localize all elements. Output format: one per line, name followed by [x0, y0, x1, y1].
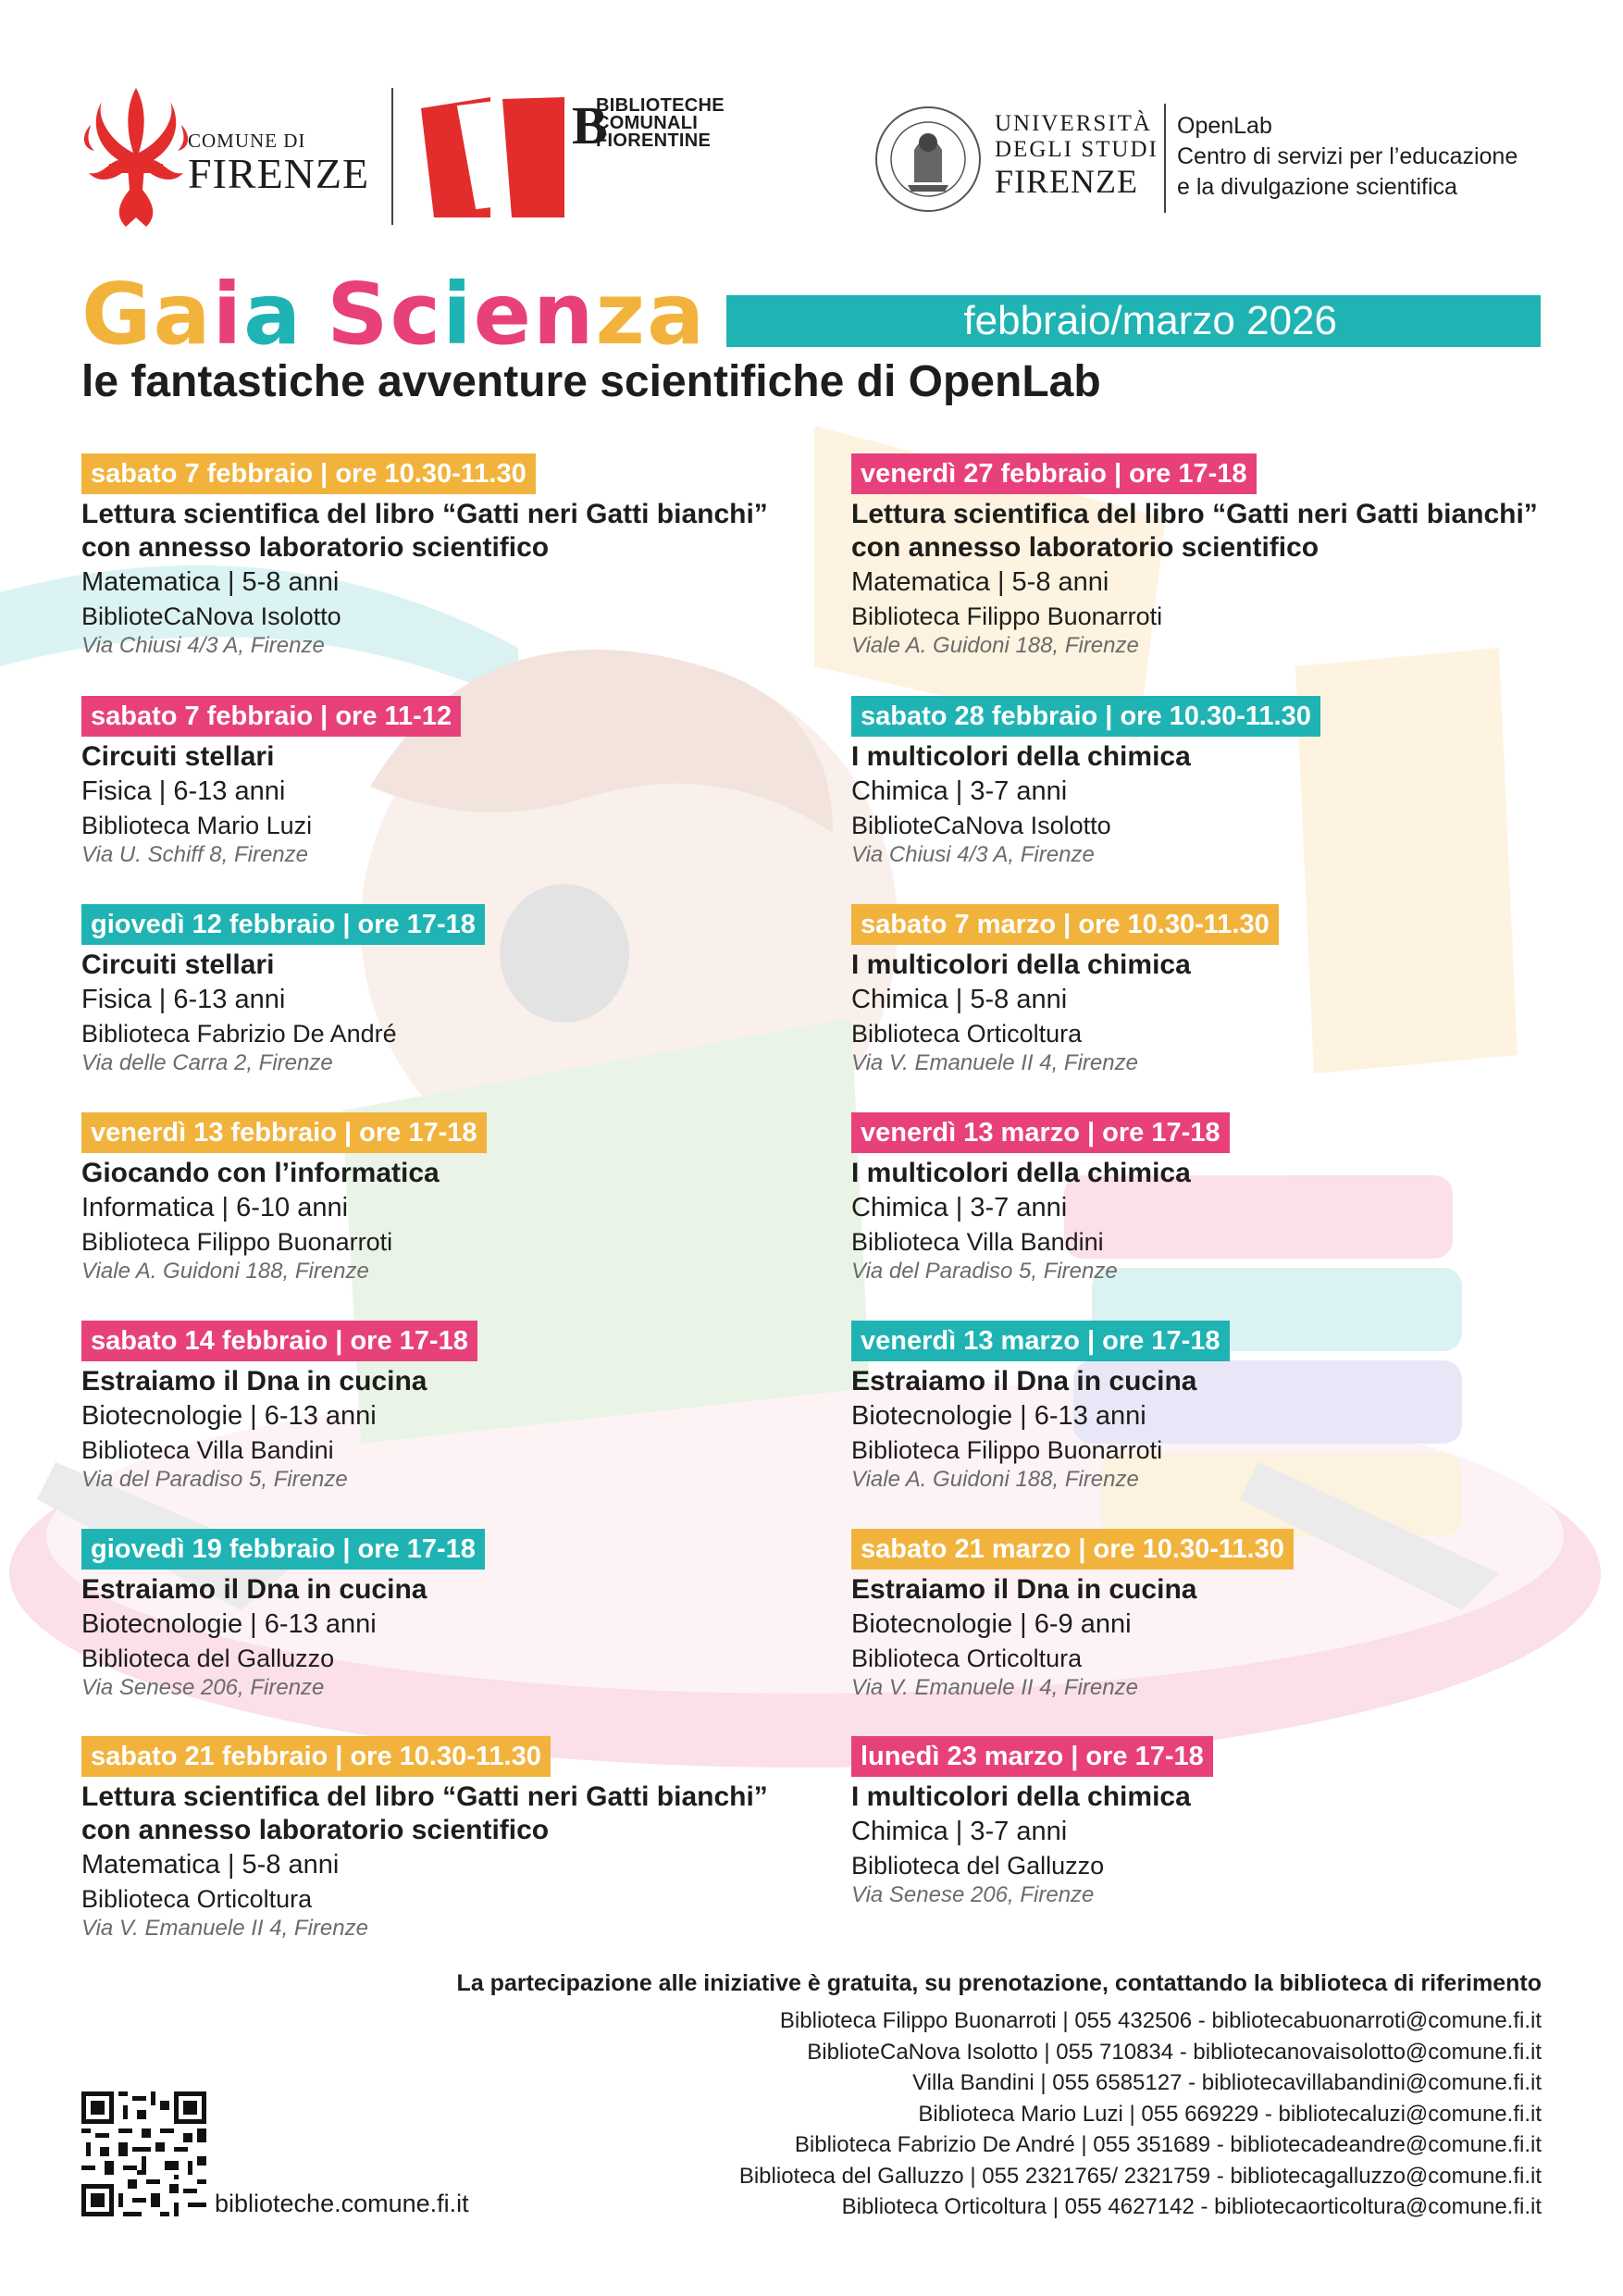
event-date-tag: venerdì 13 marzo | ore 17-18	[851, 1321, 1230, 1361]
header-divider-2	[1164, 104, 1166, 213]
event-address: Via Senese 206, Firenze	[81, 1675, 325, 1700]
contact-row: Biblioteca del Galluzzo | 055 2321765/ 2321759 - bibliotecagalluzzo@comune.fi.it	[738, 2163, 1542, 2189]
event-library: BiblioteCaNova Isolotto	[81, 602, 341, 630]
title-letter: a	[153, 265, 213, 364]
event-title: Lettura scientifica del libro “Gatti neri Gatti bianchi” con annesso laboratorio scientifico	[851, 499, 1538, 563]
event-library: Biblioteca Orticoltura	[851, 1644, 1083, 1672]
event-title: Estraiamo il Dna in cucina	[851, 1574, 1197, 1605]
giglio-fiorentino-logo	[81, 88, 191, 227]
subtitle: le fantastiche avventure scientifiche di OpenLab	[81, 357, 1101, 406]
event-card	[851, 1321, 1592, 1493]
event-address: Via U. Schiff 8, Firenze	[81, 842, 308, 867]
firenze-label: FIRENZE	[188, 150, 370, 197]
contact-info	[457, 1967, 1542, 2223]
event-subject: Biotecnologie | 6-9 anni	[851, 1609, 1132, 1639]
header-divider	[391, 88, 393, 225]
event-title: I multicolori della chimica	[851, 949, 1191, 980]
event-card	[851, 904, 1592, 1076]
event-date-tag: lunedì 23 marzo | ore 17-18	[851, 1736, 1213, 1777]
event-card	[851, 1736, 1592, 1908]
event-subject: Matematica | 5-8 anni	[81, 1850, 340, 1880]
unifi-line-2: DEGLI STUDI	[995, 137, 1158, 162]
biblioteche-logo-mark	[421, 97, 564, 217]
openlab-line-3: e la divulgazione scientifica	[1177, 174, 1457, 200]
event-date-tag: sabato 28 febbraio | ore 10.30-11.30	[851, 696, 1320, 737]
event-subject: Biotecnologie | 6-13 anni	[81, 1609, 377, 1639]
event-subject: Informatica | 6-10 anni	[81, 1193, 349, 1222]
event-card	[81, 1321, 822, 1493]
website-link[interactable]: biblioteche.comune.fi.it	[215, 2190, 469, 2217]
unifi-line-1: UNIVERSITÀ	[995, 111, 1152, 136]
event-address: Via Senese 206, Firenze	[851, 1882, 1095, 1907]
contact-row: Biblioteca Fabrizio De André | 055 351689 - bibliotecadeandre@comune.fi.it	[794, 2132, 1542, 2157]
event-card	[851, 696, 1592, 868]
event-title: I multicolori della chimica	[851, 1781, 1191, 1812]
event-card	[81, 1736, 822, 1942]
event-title: Lettura scientifica del libro “Gatti neri Gatti bianchi” con annesso laboratorio scientifico	[81, 1781, 768, 1845]
comune-firenze-wordmark	[188, 130, 369, 198]
biblioteche-line-3: FIORENTINE	[596, 130, 712, 151]
contact-row: Biblioteca Orticoltura | 055 4627142 - bibliotecaorticoltura@comune.fi.it	[841, 2194, 1542, 2219]
event-title: Circuiti stellari	[81, 949, 275, 980]
unifi-line-3: FIRENZE	[995, 163, 1138, 200]
event-address: Viale A. Guidoni 188, Firenze	[851, 1467, 1139, 1492]
unifi-seal-logo	[873, 104, 984, 215]
event-card	[851, 1529, 1592, 1701]
openlab-wordmark	[1177, 111, 1518, 203]
event-address: Viale A. Guidoni 188, Firenze	[851, 633, 1139, 658]
event-title: I multicolori della chimica	[851, 1158, 1191, 1188]
event-subject: Chimica | 3-7 anni	[851, 1817, 1068, 1846]
event-subject: Fisica | 6-13 anni	[81, 776, 286, 806]
event-title: Lettura scientifica del libro “Gatti neri Gatti bianchi” con annesso laboratorio scientifico	[81, 499, 768, 563]
event-address: Via delle Carra 2, Firenze	[81, 1050, 333, 1075]
event-title: Estraiamo il Dna in cucina	[81, 1366, 427, 1396]
event-subject: Fisica | 6-13 anni	[81, 985, 286, 1014]
participation-note: La partecipazione alle iniziative è gratuita, su prenotazione, contattando la biblioteca di riferimento	[456, 1970, 1542, 1996]
event-library: Biblioteca Filippo Buonarroti	[81, 1228, 393, 1256]
title-letter: G	[81, 265, 154, 364]
biblioteche-b-letter: B	[572, 95, 608, 155]
event-card	[81, 1112, 822, 1285]
event-date-tag: giovedì 12 febbraio | ore 17-18	[81, 904, 485, 945]
biblioteche-wordmark	[572, 95, 725, 155]
event-library: Biblioteca Villa Bandini	[81, 1436, 334, 1464]
event-subject: Chimica | 3-7 anni	[851, 776, 1068, 806]
event-library: Biblioteca Fabrizio De André	[81, 1020, 397, 1048]
qr-code[interactable]	[81, 2091, 206, 2216]
biblioteche-line-1: BIBLIOTECHE	[596, 95, 725, 116]
title-letter: n	[533, 265, 596, 364]
event-library: Biblioteca Orticoltura	[81, 1885, 313, 1913]
title-letter: z	[595, 265, 648, 364]
event-address: Via V. Emanuele II 4, Firenze	[851, 1675, 1138, 1700]
event-library: Biblioteca Villa Bandini	[851, 1228, 1104, 1256]
event-card	[81, 453, 822, 659]
event-library: Biblioteca Filippo Buonarroti	[851, 1436, 1163, 1464]
title-letter: e	[473, 265, 534, 364]
event-subject: Biotecnologie | 6-13 anni	[851, 1401, 1146, 1431]
header	[0, 0, 1623, 241]
event-subject: Chimica | 3-7 anni	[851, 1193, 1068, 1222]
event-title: I multicolori della chimica	[851, 741, 1191, 772]
event-subject: Matematica | 5-8 anni	[851, 567, 1109, 597]
event-address: Via V. Emanuele II 4, Firenze	[851, 1050, 1138, 1075]
event-date-tag: sabato 7 febbraio | ore 11-12	[81, 696, 461, 737]
event-date-tag: sabato 7 febbraio | ore 10.30-11.30	[81, 453, 536, 494]
event-card	[81, 904, 822, 1076]
contact-row: Biblioteca Filippo Buonarroti | 055 432506 - bibliotecabuonarroti@comune.fi.it	[779, 2008, 1542, 2033]
event-library: Biblioteca Orticoltura	[851, 1020, 1083, 1048]
event-date-tag: venerdì 13 febbraio | ore 17-18	[81, 1112, 487, 1153]
event-title: Estraiamo il Dna in cucina	[851, 1366, 1197, 1396]
contact-row: Biblioteca Mario Luzi | 055 669229 - bibliotecaluzi@comune.fi.it	[918, 2101, 1542, 2127]
event-library: Biblioteca del Galluzzo	[81, 1644, 335, 1672]
event-address: Via Chiusi 4/3 A, Firenze	[81, 633, 325, 658]
event-subject: Biotecnologie | 6-13 anni	[81, 1401, 377, 1431]
event-card	[81, 1529, 822, 1701]
contact-row: Villa Bandini | 055 6585127 - bibliotecavillabandini@comune.fi.it	[912, 2070, 1542, 2095]
event-card	[851, 1112, 1592, 1285]
title-letter: a	[243, 265, 304, 364]
comune-di-label: COMUNE DI	[188, 130, 306, 152]
title-letter: i	[212, 265, 244, 364]
event-title: Estraiamo il Dna in cucina	[81, 1574, 427, 1605]
openlab-line-1: OpenLab	[1177, 113, 1272, 139]
event-address: Via del Paradiso 5, Firenze	[851, 1259, 1118, 1284]
event-date-tag: sabato 21 marzo | ore 10.30-11.30	[851, 1529, 1294, 1570]
event-address: Via Chiusi 4/3 A, Firenze	[851, 842, 1095, 867]
event-card	[851, 453, 1592, 659]
event-date-tag: giovedì 19 febbraio | ore 17-18	[81, 1529, 485, 1570]
event-date-tag: sabato 14 febbraio | ore 17-18	[81, 1321, 477, 1361]
event-address: Viale A. Guidoni 188, Firenze	[81, 1259, 369, 1284]
event-subject: Chimica | 5-8 anni	[851, 985, 1068, 1014]
event-address: Via del Paradiso 5, Firenze	[81, 1467, 348, 1492]
event-address: Via V. Emanuele II 4, Firenze	[81, 1916, 368, 1941]
event-date-tag: sabato 21 febbraio | ore 10.30-11.30	[81, 1736, 551, 1777]
event-card	[81, 696, 822, 868]
main-title	[81, 265, 707, 364]
event-date-tag: venerdì 13 marzo | ore 17-18	[851, 1112, 1230, 1153]
event-date-tag: sabato 7 marzo | ore 10.30-11.30	[851, 904, 1279, 945]
title-letter: S	[327, 265, 390, 364]
title-letter: c	[390, 265, 443, 364]
date-range-band: febbraio/marzo 2026	[726, 295, 1541, 347]
openlab-line-2: Centro di servizi per l’educazione	[1177, 143, 1518, 169]
title-letter: a	[647, 265, 707, 364]
event-library: Biblioteca Filippo Buonarroti	[851, 602, 1163, 630]
event-library: Biblioteca del Galluzzo	[851, 1852, 1105, 1880]
unifi-wordmark	[995, 111, 1158, 200]
event-title: Circuiti stellari	[81, 741, 275, 772]
event-title: Giocando con l’informatica	[81, 1158, 440, 1188]
event-date-tag: venerdì 27 febbraio | ore 17-18	[851, 453, 1257, 494]
event-subject: Matematica | 5-8 anni	[81, 567, 340, 597]
biblioteche-line-2: COMUNALI	[596, 113, 699, 133]
event-library: Biblioteca Mario Luzi	[81, 812, 313, 839]
title-letter: i	[442, 265, 474, 364]
event-library: BiblioteCaNova Isolotto	[851, 812, 1111, 839]
contact-row: BiblioteCaNova Isolotto | 055 710834 - bibliotecanovaisolotto@comune.fi.it	[807, 2039, 1542, 2065]
